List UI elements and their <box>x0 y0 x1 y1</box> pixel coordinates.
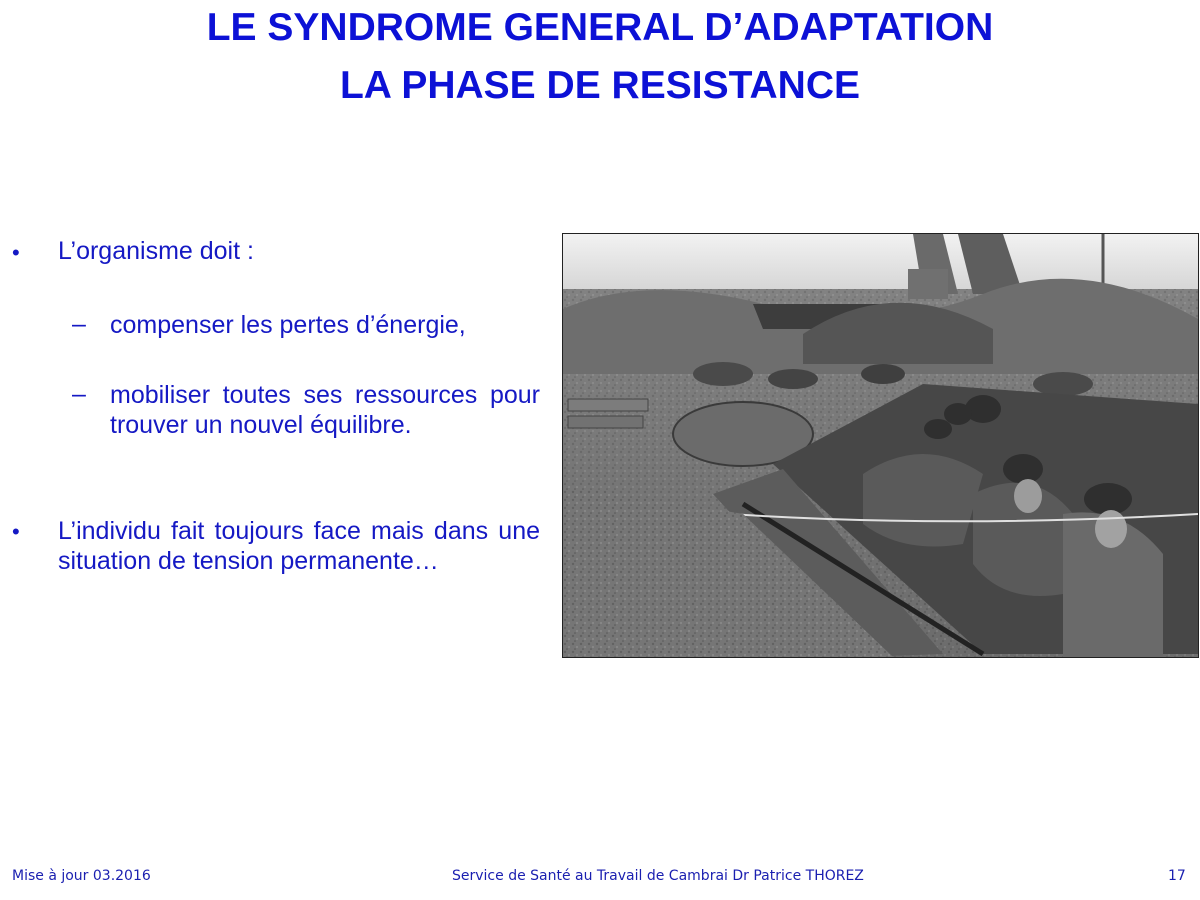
sub-bullet-compenser: compenser les pertes d’énergie, <box>110 311 466 339</box>
bullet-marker: • <box>12 240 20 265</box>
footer-service: Service de Santé au Travail de Cambrai Dr Patrice THOREZ <box>452 868 864 884</box>
dash-marker: – <box>72 310 86 338</box>
bullet-individu: L’individu fait toujours face mais dans une situation de tension permanente… <box>58 517 540 575</box>
footer-date: Mise à jour 03.2016 <box>12 868 151 884</box>
bullet-marker: • <box>12 519 20 544</box>
bullet-organisme: L’organisme doit : <box>58 237 254 265</box>
slide-title-line2: LA PHASE DE RESISTANCE <box>339 64 861 107</box>
sub-bullet-mobiliser: mobiliser toutes ses ressources pour trouver un nouvel équilibre. <box>110 381 540 439</box>
dash-marker: – <box>72 380 86 408</box>
slide-title-line1: LE SYNDROME GENERAL D’ADAPTATION <box>206 6 994 49</box>
footer-page-number: 17 <box>1168 868 1186 884</box>
soldiers-trench-photo <box>562 233 1199 658</box>
